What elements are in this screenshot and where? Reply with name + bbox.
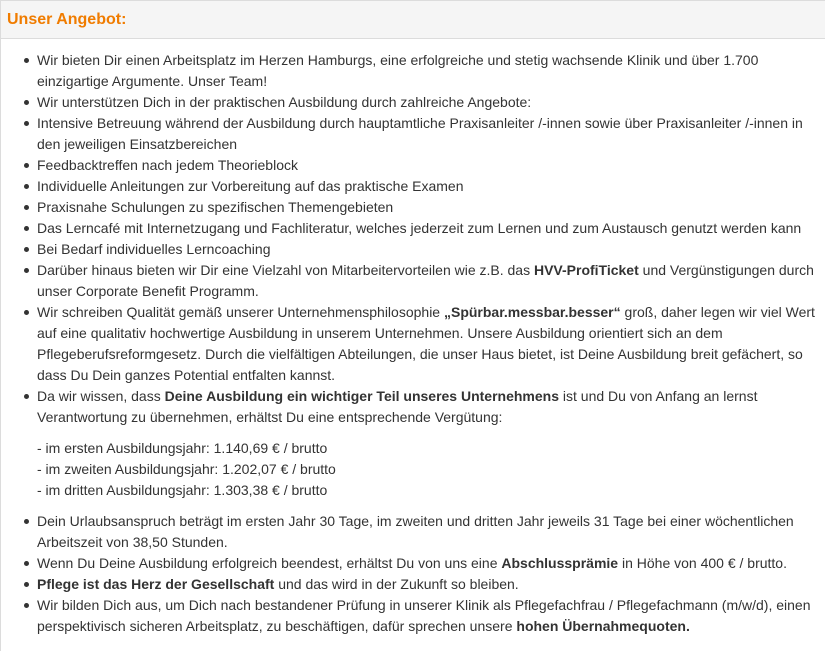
list-item bbox=[37, 511, 825, 553]
list-item bbox=[37, 260, 825, 302]
list-item bbox=[37, 302, 825, 386]
item-text: und Vergünstigungen durch unser Corporate Benefit Programm. bbox=[37, 262, 814, 299]
item-text: Wenn Du Deine Ausbildung erfolgreich beendest, erhältst Du von uns eine bbox=[37, 555, 502, 571]
list-item bbox=[37, 595, 825, 637]
item-text: Praxisnahe Schulungen zu spezifischen Themengebieten bbox=[37, 199, 394, 215]
item-text: Das Lerncafé mit Internetzugang und Fachliteratur, welches jederzeit zum Lernen und zum Austausch genutzt werden kann bbox=[37, 220, 802, 236]
salary-list bbox=[37, 438, 817, 501]
salary-year-1: - im ersten Ausbildungsjahr: 1.140,69 € / brutto bbox=[37, 440, 328, 456]
item-text: Dein Urlaubsanspruch beträgt im ersten Jahr 30 Tage, im zweiten und dritten Jahr jeweils 31 Tage bei einer wöchentlichen Arbeitszeit von 38,50 Stunden. bbox=[37, 513, 794, 550]
list-item bbox=[37, 197, 825, 218]
salary-year-2: - im zweiten Ausbildungsjahr: 1.202,07 € / brutto bbox=[37, 461, 336, 477]
item-text: Darüber hinaus bieten wir Dir eine Vielzahl von Mitarbeitervorteilen wie z.B. das bbox=[37, 262, 534, 278]
item-text: und das wird in der Zukunft so bleiben. bbox=[274, 576, 519, 592]
benefits-list bbox=[1, 50, 825, 637]
item-highlight: „Spürbar.messbar.besser“ bbox=[443, 304, 621, 320]
salary-year-3: - im dritten Ausbildungsjahr: 1.303,38 € / brutto bbox=[37, 482, 328, 498]
list-item bbox=[37, 92, 825, 113]
list-item bbox=[37, 218, 825, 239]
item-text: Intensive Betreuung während der Ausbildung durch hauptamtliche Praxisanleiter /-innen sowie über Praxisanleiter /-innen in den jeweiligen Einsatzbereichen bbox=[37, 115, 803, 152]
item-highlight: HVV-ProfiTicket bbox=[533, 262, 639, 278]
item-text: Wir bilden Dich aus, um Dich nach bestandener Prüfung in unserer Klinik als Pflegefachfrau / Pflegefachmann (m/w/d), einen perspektivisch sicheren Arbeitsplatz, zu beschäftigen, dafür sprechen unsere bbox=[37, 597, 811, 634]
panel-header bbox=[1, 1, 825, 39]
list-item bbox=[37, 155, 825, 176]
item-text: ist und Du von Anfang an lernst Verantwortung zu übernehmen, erhältst Du eine entsprechende Vergütung: bbox=[37, 388, 758, 425]
item-text: Bei Bedarf individuelles Lerncoaching bbox=[37, 241, 271, 257]
item-text: Da wir wissen, dass bbox=[37, 388, 165, 404]
list-item bbox=[37, 50, 825, 92]
item-text: groß, daher legen wir viel Wert auf eine qualitativ hochwertige Ausbildung in unserem Unternehmen. Unsere Ausbildung orientiert sich an dem Pflegeberufsreformgesetz. Durch die vielfältigen Abteilungen, die unser Haus bietet, ist Deine Ausbildung breit gefächert, so dass Du Dein ganzes Potential entfalten kannst. bbox=[37, 304, 815, 383]
item-highlight: Abschlussprämie bbox=[501, 555, 619, 571]
item-text: in Höhe von 400 € / brutto. bbox=[618, 555, 787, 571]
list-item bbox=[37, 386, 825, 501]
item-text: Individuelle Anleitungen zur Vorbereitung auf das praktische Examen bbox=[37, 178, 464, 194]
panel-title: Unser Angebot: bbox=[7, 11, 127, 28]
item-text: Wir bieten Dir einen Arbeitsplatz im Herzen Hamburgs, eine erfolgreiche und stetig wachsende Klinik und über 1.700 einzigartige Argumente. Unser Team! bbox=[37, 52, 759, 89]
list-item bbox=[37, 574, 825, 595]
item-highlight: Deine Ausbildung ein wichtiger Teil unseres Unternehmens bbox=[164, 388, 559, 404]
list-item bbox=[37, 553, 825, 574]
list-item bbox=[37, 176, 825, 197]
list-item bbox=[37, 239, 825, 260]
item-highlight: Pflege ist das Herz der Gesellschaft bbox=[37, 576, 275, 592]
item-text: Feedbacktreffen nach jedem Theorieblock bbox=[37, 157, 298, 173]
list-item bbox=[37, 113, 825, 155]
item-text: Wir unterstützen Dich in der praktischen Ausbildung durch zahlreiche Angebote: bbox=[37, 94, 532, 110]
item-highlight: hohen Übernahmequoten. bbox=[516, 618, 690, 634]
item-text: Wir schreiben Qualität gemäß unserer Unternehmensphilosophie bbox=[37, 304, 444, 320]
panel-content bbox=[1, 39, 825, 637]
